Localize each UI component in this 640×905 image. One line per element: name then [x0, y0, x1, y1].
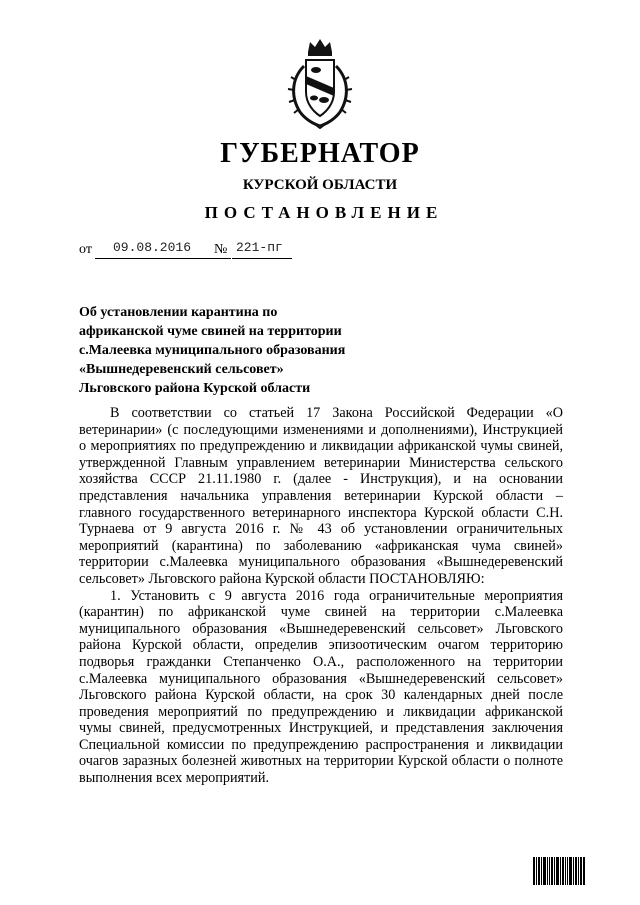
subject-line: «Вышнедеревенский сельсовет» — [79, 362, 284, 377]
date-prefix: от — [79, 242, 92, 257]
coat-of-arms-icon — [286, 36, 354, 132]
subject-line: Об установлении карантина по — [79, 305, 278, 320]
item-1-paragraph: 1. Установить с 9 августа 2016 года ограничительные мероприятия (карантин) по африканской чуме свиней на территории с.Малеевка муниципального образования «Вышнедеревенский сельсовет» Льговского района Курской области, определив эпизоотическим очагом территорию подворья гражданки Степанченко О.А., расположенного на территории с.Малеевка муниципального образования «Вышнедеревенский сельсовет» Льговского района Курской области, на срок 30 календарных дней после проведения мероприятий по предупреждению и ликвидации африканской чумы свиней, предусмотренных Инструкцией, и представления заключения Специальной комиссии по предупреждению распространения и ликвидации очагов заразных болезней животных на территории Курской области о полноте выполнения всех мероприятий. — [79, 587, 563, 787]
subject-line: с.Малеевка муниципального образования — [79, 343, 346, 358]
doc-date-number-line — [79, 240, 379, 262]
doc-date: 09.08.2016 — [113, 240, 192, 255]
subject-line: Льговского района Курской области — [79, 381, 311, 396]
subject-line: африканской чуме свиней на территории — [79, 324, 342, 339]
doc-number: 221-пг — [236, 240, 283, 255]
doc-type-title: ПОСТАНОВЛЕНИЕ — [204, 203, 444, 222]
decree-body — [79, 405, 563, 787]
date-underline — [95, 258, 231, 259]
barcode-icon — [533, 857, 585, 885]
region-title: КУРСКОЙ ОБЛАСТИ — [242, 177, 398, 193]
number-prefix: № — [214, 242, 228, 257]
preamble-paragraph: В соответствии со статьей 17 Закона Российской Федерации «О ветеринарии» (с последующими изменениями и дополнениями), Инструкцией о мероприятиях по предупреждению и ликвидации африканской чумы свиней, утвержденной Главным управлением ветеринарии Министерства сельского хозяйства СССР 21.11.1980 г. (далее - Инструкция), и на основании представления начальника управления ветеринарии Курской области – главного государственного ветеринарного инспектора Курской области С.Н. Турнаева от 9 августа 2016 г. № 43 об установлении ограничительных мероприятий (карантина) по заболеванию «африканская чума свиней» территории с.Малеевка муниципального образования «Вышнедеревенский сельсовет» Льговского района Курской области ПОСТАНОВЛЯЮ: — [79, 405, 563, 587]
number-underline — [232, 258, 292, 259]
decree-subject — [79, 303, 479, 398]
org-title: ГУБЕРНАТОР — [220, 138, 420, 169]
